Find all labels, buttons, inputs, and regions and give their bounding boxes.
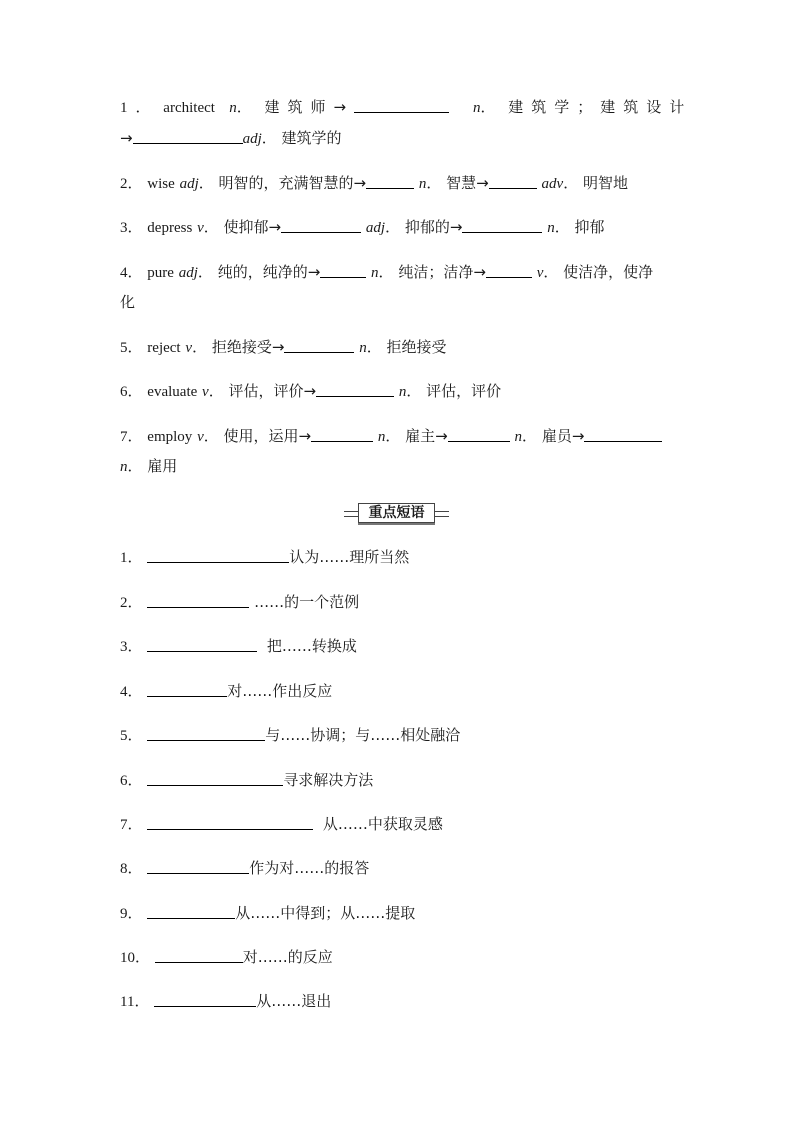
answer-blank[interactable] xyxy=(147,681,227,697)
phrase-item xyxy=(120,681,332,702)
meaning: 智慧→ xyxy=(446,174,489,192)
item-number: 2． xyxy=(120,595,143,611)
meaning: 纯洁；洁净→ xyxy=(398,263,486,281)
meaning: 使用，运用→ xyxy=(223,427,312,445)
meaning: 评估，评价→ xyxy=(228,382,317,400)
answer-blank[interactable] xyxy=(147,903,235,919)
phrase-item xyxy=(120,947,333,968)
item-number: 11． xyxy=(120,994,150,1010)
pos-label: n xyxy=(514,429,523,445)
meaning: 抑郁 xyxy=(574,218,605,236)
answer-blank[interactable] xyxy=(284,337,354,353)
item-number: 7． xyxy=(120,817,143,833)
phrase-meaning: 从……中获取灵感 xyxy=(322,815,443,833)
answer-blank[interactable] xyxy=(316,381,394,397)
phrase-item xyxy=(120,858,369,879)
answer-blank[interactable] xyxy=(147,592,249,608)
phrase-item xyxy=(120,991,331,1012)
answer-blank[interactable] xyxy=(320,262,366,278)
pos-label: n xyxy=(398,384,407,400)
phrase-meaning: 从……中得到；从……提取 xyxy=(235,904,416,922)
word: pure xyxy=(147,265,174,281)
phrase-meaning: 作为对……的报答 xyxy=(249,859,370,877)
pos-label: adv xyxy=(541,176,564,192)
phrase-item xyxy=(120,547,409,568)
word: architect xyxy=(163,100,215,116)
meaning: 拒绝接受 xyxy=(386,338,447,356)
meaning: 明智的，充满智慧的→ xyxy=(218,174,367,192)
pos-label: n xyxy=(371,265,379,281)
meaning: 建筑学；建筑设计 xyxy=(508,98,693,116)
meaning: 使洁净，使净 xyxy=(563,263,654,281)
pos-label: n xyxy=(359,340,367,356)
item-number: 2． xyxy=(120,176,143,192)
item-number: 3． xyxy=(120,220,143,236)
vocab-item-4-cont xyxy=(120,292,135,312)
meaning: 拒绝接受→ xyxy=(211,338,285,356)
answer-blank[interactable] xyxy=(311,426,373,442)
pos-label: n xyxy=(377,429,386,445)
meaning: 纯的，纯净的→ xyxy=(217,263,321,281)
meaning: 明智地 xyxy=(582,174,628,192)
item-number: 6． xyxy=(120,773,143,789)
answer-blank[interactable] xyxy=(147,547,289,563)
answer-blank[interactable] xyxy=(133,128,243,144)
answer-blank[interactable] xyxy=(354,97,449,113)
pos-label: n xyxy=(229,100,237,116)
answer-blank[interactable] xyxy=(147,814,313,830)
pos-label: v xyxy=(197,220,204,236)
pos-label: adj xyxy=(242,131,262,147)
item-number: 5． xyxy=(120,340,143,356)
vocab-item-3: 3． depress v． 使抑郁→ adj． 抑郁的→ n． 抑郁 xyxy=(120,218,605,236)
phrase-meaning: 从……退出 xyxy=(256,992,332,1010)
item-number: 6． xyxy=(120,384,143,400)
pos-label: v xyxy=(536,265,544,281)
word: wise xyxy=(147,176,175,192)
phrase-meaning: 与……协调；与……相处融洽 xyxy=(265,726,461,744)
phrase-meaning: 对……的反应 xyxy=(242,948,333,966)
meaning: 雇员→ xyxy=(541,427,585,445)
vocab-item-4: 4． pure adj． 纯的，纯净的→ n． 纯洁；洁净→ v． 使洁净，使净 xyxy=(120,263,654,281)
pos-label: n xyxy=(547,220,555,236)
pos-label: v xyxy=(197,429,204,445)
answer-blank[interactable] xyxy=(486,262,532,278)
answer-blank[interactable] xyxy=(147,725,265,741)
arrow: → xyxy=(120,129,133,147)
meaning: 雇用 xyxy=(147,457,178,475)
phrase-meaning: 对……作出反应 xyxy=(227,682,333,700)
item-number: 4． xyxy=(120,265,143,281)
item-number: 3． xyxy=(120,639,143,655)
meaning: 使抑郁→ xyxy=(223,218,282,236)
answer-blank[interactable] xyxy=(281,217,361,233)
answer-blank[interactable] xyxy=(584,426,662,442)
phrase-meaning: ……的一个范例 xyxy=(254,593,360,611)
vocab-item-7: 7． employ v． 使用，运用→ n． 雇主→ n． 雇员→ xyxy=(120,426,662,447)
item-number: 1． xyxy=(120,550,143,566)
item-number: 1． xyxy=(120,100,159,116)
section-title-text: 重点短语 xyxy=(358,503,435,523)
answer-blank[interactable] xyxy=(462,217,542,233)
pos-label: adj xyxy=(178,265,198,281)
meaning: 抑郁的→ xyxy=(404,218,463,236)
phrase-item xyxy=(120,592,359,613)
answer-blank[interactable] xyxy=(147,858,249,874)
pos-label: n xyxy=(418,176,427,192)
word: depress xyxy=(147,220,193,236)
answer-blank[interactable] xyxy=(366,173,414,189)
vocab-item-7-cont: n． 雇用 xyxy=(120,457,178,475)
vocab-item-1: 1． architect n． 建筑师→ n． 建筑学；建筑设计 xyxy=(120,98,693,116)
phrase-item xyxy=(120,636,357,657)
answer-blank[interactable] xyxy=(154,991,256,1007)
answer-blank[interactable] xyxy=(448,426,510,442)
pos-label: v xyxy=(185,340,193,356)
answer-blank[interactable] xyxy=(147,636,257,652)
phrase-item xyxy=(120,814,443,835)
item-number: 8． xyxy=(120,861,143,877)
answer-blank[interactable] xyxy=(155,947,243,963)
word: evaluate xyxy=(147,384,198,400)
vocab-item-2: 2． wise adj． 明智的，充满智慧的→ n． 智慧→ adv． 明智地 xyxy=(120,174,628,192)
phrase-item xyxy=(120,770,373,791)
meaning-continuation: 化 xyxy=(120,293,136,311)
phrase-item xyxy=(120,903,415,924)
pos-label: n xyxy=(120,459,128,475)
pos-label: n xyxy=(472,100,481,116)
vocab-item-6: 6． evaluate v． 评估，评价→ n． 评估，评价 xyxy=(120,382,502,400)
vocab-item-5: 5． reject v． 拒绝接受→ n． 拒绝接受 xyxy=(120,338,447,356)
pos-label: adj xyxy=(365,220,386,236)
meaning: 建筑师→ xyxy=(264,98,355,116)
item-number: 7． xyxy=(120,429,143,445)
meaning: 雇主→ xyxy=(405,427,448,445)
item-number: 4． xyxy=(120,684,143,700)
item-number: 10． xyxy=(120,950,151,966)
word: reject xyxy=(147,340,181,356)
phrase-meaning: 寻求解决方法 xyxy=(283,771,374,789)
item-number: 9． xyxy=(120,906,143,922)
phrase-meaning: 把……转换成 xyxy=(266,637,357,655)
word: employ xyxy=(147,429,193,445)
section-title-key-phrases xyxy=(344,503,449,523)
vocab-item-1-cont: → adj． 建筑学的 xyxy=(120,129,342,147)
phrase-item xyxy=(120,725,460,746)
answer-blank[interactable] xyxy=(489,173,537,189)
meaning: 建筑学的 xyxy=(281,129,342,147)
pos-label: v xyxy=(202,384,209,400)
item-number: 5． xyxy=(120,728,143,744)
answer-blank[interactable] xyxy=(147,770,283,786)
meaning: 评估，评价 xyxy=(426,382,502,400)
phrase-meaning: 认为……理所当然 xyxy=(289,548,410,566)
pos-label: adj xyxy=(179,176,199,192)
